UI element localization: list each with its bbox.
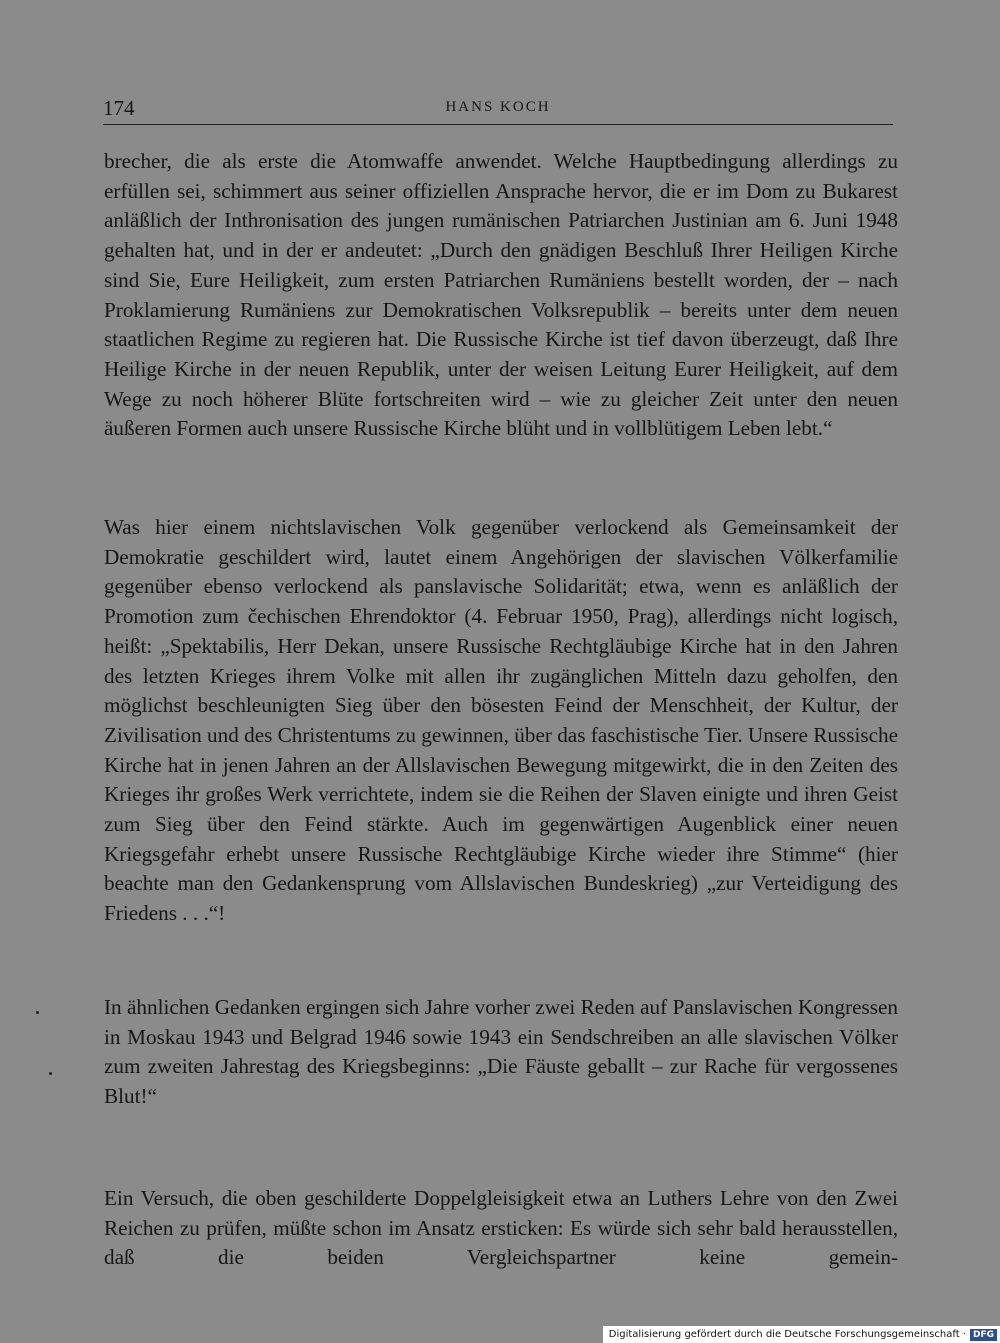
body-paragraph-4: Ein Versuch, die oben geschilderte Doppelgleisigkeit etwa an Luthers Lehre von den Zwei Reichen zu prüfen, müßte schon im Ansatz ersticken: Es würde sich sehr bald herausstellen, daß die beiden Vergleichspartner keine gemein- xyxy=(104,1186,898,1270)
body-paragraph-1: brecher, die als erste die Atomwaffe anwendet. Welche Hauptbedingung allerdings zu erfüllen sei, schimmert aus seiner offiziellen Ansprache hervor, die er im Dom zu Bukarest anläßlich der Inthronisation des jungen rumänischen Patriarchen Justinian am 6. Juni 1948 gehalten hat, und in der er andeutet: „Durch den gnädigen Beschluß Ihrer Heiligen Kirche sind Sie, Eure Heiligkeit, zum ersten Patriarchen Rumäniens bestellt worden, der – nach Proklamierung Rumäniens zur Demokratischen Volksrepublik – bereits unter dem neuen staatlichen Regime zu regieren hat. Die Russische Kirche ist tief davon überzeugt, daß Ihre Heilige Kirche in der neuen Republik, unter der weisen Leitung Eurer Heiligkeit, auf dem Wege zu noch höherer Blüte fortschreiten wird – wie zu gleicher Zeit unter den neuen äußeren Formen auch unsere Russische Kirche blüht und in vollblütigem Leben lebt.“ xyxy=(104,149,898,441)
digitization-credit xyxy=(603,1326,1000,1343)
page-header xyxy=(103,96,893,125)
running-head: HANS KOCH xyxy=(445,99,551,115)
scan-speck xyxy=(49,1072,52,1075)
dfg-logo: DFG xyxy=(970,1329,997,1341)
page-number: 174 xyxy=(103,96,135,120)
body-paragraph-2: Was hier einem nichtslavischen Volk gegenüber verlockend als Gemeinsamkeit der Demokratie geschildert wird, lautet einem Angehörigen der slavischen Völkerfamilie gegenüber ebenso verlockend als panslavische Solidarität; etwa, wenn es anläßlich der Promotion zum čechischen Ehrendoktor (4. Februar 1950, Prag), allerdings nicht logisch, heißt: „Spektabilis, Herr Dekan, unsere Russische Rechtgläubige Kirche hat in den Jahren des letzten Krieges ihrem Volke mit allen ihr zugänglichen Mitteln dazu geholfen, den möglichst beschleunigten Sieg über den bösesten Feind der Menschheit, der Kultur, der Zivilisation und des Christentums zu gewinnen, über das faschistische Tier. Unsere Russische Kirche hat in jenen Jahren an der Allslavischen Bewegung mitgewirkt, die in den Zeiten des Krieges ihr großes Werk verrichtete, indem sie die Reihen der Slaven einigte und ihren Geist zum Sieg über den Feind stärkte. Auch im gegenwärtigen Augenblick einer neuen Kriegsgefahr erhebt unsere Russische Rechtgläubige Kirche wieder ihre Stimme“ (hier beachte man den Gedankensprung vom Allslavischen Bundeskrieg) „zur Verteidigung des Friedens . . .“! xyxy=(104,515,898,926)
body-paragraph-3: In ähnlichen Gedanken ergingen sich Jahre vorher zwei Reden auf Panslavischen Kongressen in Moskau 1943 und Belgrad 1946 sowie 1943 ein Sendschreiben an alle slavischen Völker zum zweiten Jahrestag des Kriegsbeginns: „Die Fäuste geballt – zur Rache für vergossenes Blut!“ xyxy=(104,995,898,1109)
scan-speck xyxy=(36,1011,39,1014)
credit-text: Digitalisierung gefördert durch die Deutsche Forschungsgemeinschaft · xyxy=(608,1329,966,1340)
